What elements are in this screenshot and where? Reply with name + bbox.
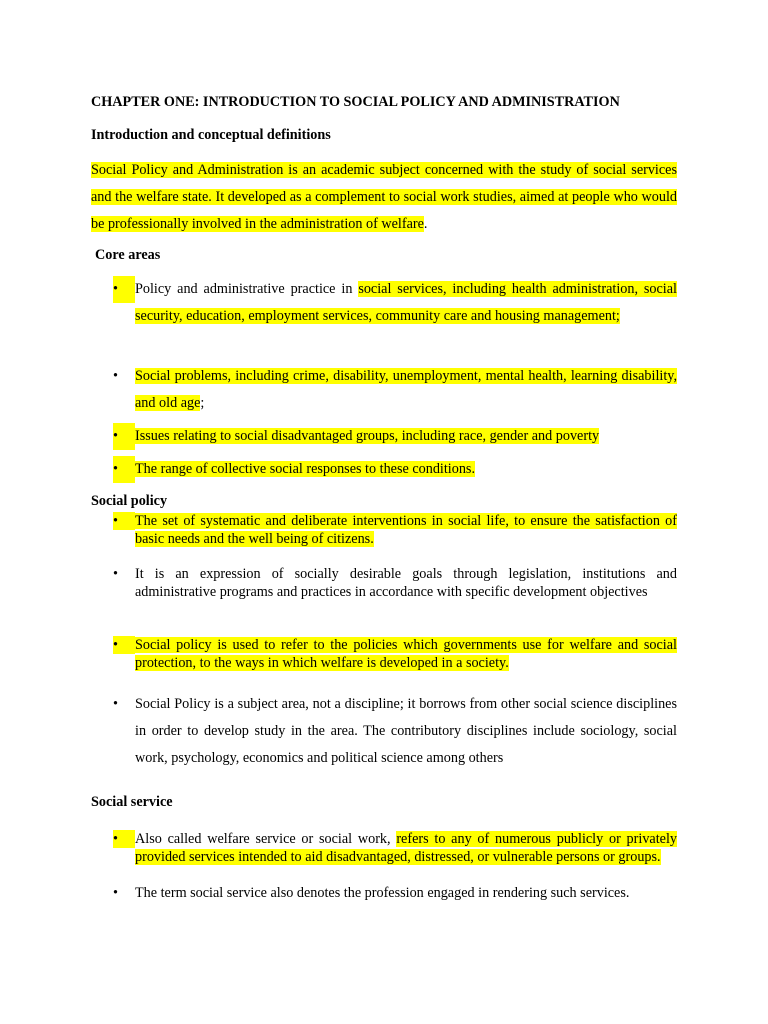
bullet-icon: • bbox=[113, 566, 118, 582]
core-area-highlight: Issues relating to social disadvantaged groups, including race, gender and poverty bbox=[135, 428, 600, 444]
core-area-item bbox=[113, 363, 677, 417]
social-policy-heading: Social policy bbox=[91, 493, 168, 509]
social-policy-item bbox=[113, 512, 677, 548]
bullet-icon: • bbox=[113, 512, 135, 530]
intro-heading: Introduction and conceptual definitions bbox=[91, 127, 331, 143]
bullet-icon: • bbox=[113, 636, 135, 654]
core-area-highlight: Social problems, including crime, disability, unemployment, mental health, learning disability, and old age bbox=[135, 368, 677, 411]
bullet-icon: • bbox=[113, 885, 118, 901]
bullet-icon: • bbox=[113, 368, 118, 384]
core-area-item bbox=[113, 423, 677, 450]
social-policy-text: It is an expression of socially desirable goals through legislation, institutions and administrative programs and practices in accordance with specific development objectives bbox=[135, 566, 677, 600]
core-area-item bbox=[113, 456, 677, 483]
core-area-highlight: social services, including health administration, social security, education, employment services, community care and housing management; bbox=[135, 281, 677, 324]
bullet-icon: • bbox=[113, 276, 135, 303]
chapter-title: CHAPTER ONE: INTRODUCTION TO SOCIAL POLICY AND ADMINISTRATION bbox=[91, 94, 620, 110]
social-service-highlight: refers to any of numerous publicly or privately provided services intended to aid disadvantaged, distressed, or vulnerable persons or groups. bbox=[135, 831, 677, 865]
social-service-text: The term social service also denotes the profession engaged in rendering such services. bbox=[135, 885, 630, 901]
bullet-icon: • bbox=[113, 830, 135, 848]
bullet-icon: • bbox=[113, 456, 135, 483]
social-policy-highlight: The set of systematic and deliberate interventions in social life, to ensure the satisfaction of basic needs and the well being of citizens. bbox=[135, 513, 677, 547]
core-area-tail: ; bbox=[200, 395, 205, 411]
intro-tail-text: . bbox=[423, 216, 428, 232]
core-area-highlight: The range of collective social responses to these conditions. bbox=[135, 461, 476, 477]
social-policy-highlight: Social policy is used to refer to the policies which governments use for welfare and social protection, to the ways in which welfare is developed in a society. bbox=[135, 637, 677, 671]
core-areas-heading: Core areas bbox=[95, 247, 161, 263]
social-policy-text: Social Policy is a subject area, not a discipline; it borrows from other social science disciplines in order to develop study in the area. The contributory disciplines include sociology, social work, psychology, economics and political science among others bbox=[135, 696, 677, 766]
social-policy-item bbox=[113, 636, 677, 672]
bullet-icon: • bbox=[113, 423, 135, 450]
intro-paragraph bbox=[91, 157, 677, 238]
core-area-item bbox=[113, 276, 677, 330]
social-policy-item bbox=[113, 691, 677, 772]
social-service-item bbox=[113, 830, 677, 866]
social-service-heading: Social service bbox=[91, 794, 173, 810]
social-policy-item bbox=[113, 565, 677, 601]
intro-highlighted-text: Social Policy and Administration is an academic subject concerned with the study of social services and the welfare state. It developed as a complement to social work studies, aimed at people who would be professionally involved in the administration of welfare bbox=[91, 162, 677, 232]
bullet-icon: • bbox=[113, 696, 118, 712]
social-service-item bbox=[113, 884, 677, 902]
social-service-text: Also called welfare service or social work, bbox=[135, 831, 397, 847]
core-area-text: Policy and administrative practice in bbox=[135, 281, 359, 297]
